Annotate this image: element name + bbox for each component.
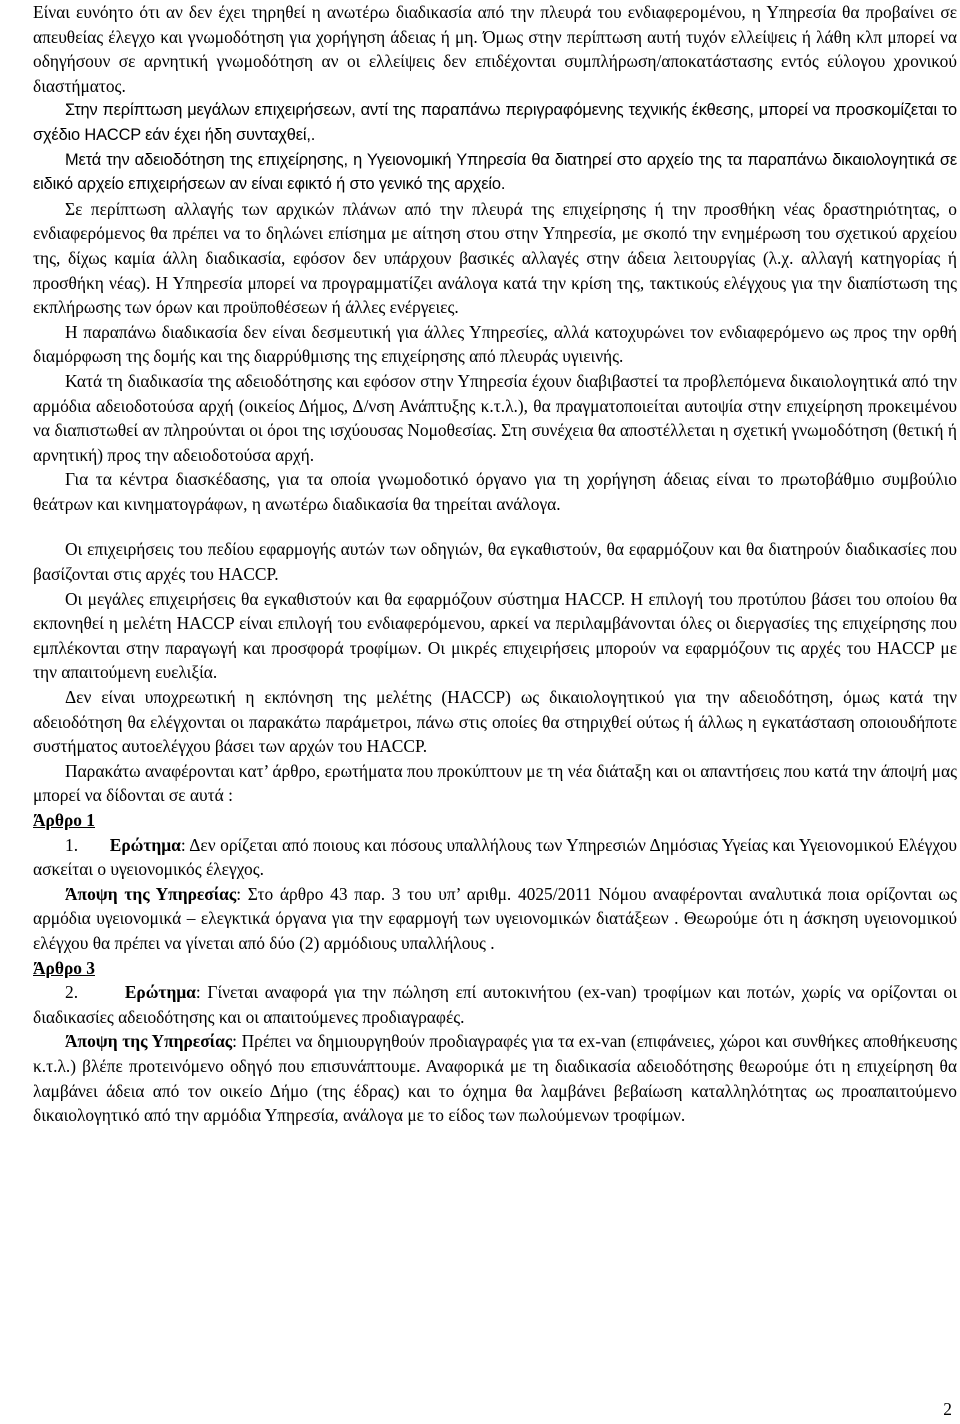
document-page bbox=[33, 0, 957, 1128]
page-number: 2 bbox=[943, 1399, 952, 1419]
question-label: Ερώτημα bbox=[109, 834, 181, 855]
question-number: 2. bbox=[65, 982, 79, 1003]
paragraph: Σε περίπτωση αλλαγής των αρχικών πλάνων από την πλευρά της επιχείρησης ή την προσθήκη νέας δραστηριότητας, ο ενδιαφερόμενος θα πρέπει να το δηλώνει επίσημα με αίτηση στου στην Υπηρεσία, με σκοπό την ενημέρωση του σχετικού αρχείου της, δίχως καμία άλλη διαδικασία, εφόσον δεν υπάρχουν βασικές αλλαγές στην άδεια λειτουργίας (λ.χ. αλλαγή κατηγορίας ή προσθήκη νέας). Η Υπηρεσία μπορεί να προγραμματίζει ανάλογα κατά την κρίση της, τακτικούς ελέγχους για την διαπίστωση της εκπλήρωσης των όρων και προϋποθέσεων ή άλλες ενέργειες. bbox=[33, 198, 957, 318]
paragraph: Κατά τη διαδικασία της αδειοδότησης και εφόσον στην Υπηρεσία έχουν διαβιβαστεί τα προβλεπόμενα δικαιολογητικά από την αρμόδια αδειοδοτούσα αρχή (οικείος Δήμος, Δ/νση Ανάπτυξης κ.τ.λ.), θα πραγματοποιείται αυτοψία στην επιχείρηση προκειμένου να διαπιστωθεί αν πληρούνται οι όροι της ισχύουσας Νομοθεσίας. Στη συνέχεια θα αποστέλλεται η σχετική γνωμοδότηση (θετική ή αρνητική) προς την αδειοδοτούσα αρχή. bbox=[33, 370, 957, 465]
answer-text: : Πρέπει να δημιουργηθούν προδιαγραφές για τα ex-van (επιφάνειες, χώροι και συνθήκες αποθήκευσης κ.τ.λ.) βλέπε προτεινόμενο οδηγό που επισυνάπτουμε. Αναφορικά με τη διαδικασία αδειοδότησης θεωρούμε ότι η επιχείρηση θα λαμβάνει άδεια από τον οικείο Δήμο (της έδρας) και το όχημα θα λαμβάνει βεβαίωση καταλληλότητας ως προαπαιτούμενο δικαιολογητικό από την αρμόδια Υπηρεσία, ανάλογα με το είδος των πωλούμενων τροφίμων. bbox=[33, 1031, 957, 1126]
article-heading: Άρθρο 1 bbox=[33, 810, 95, 830]
answer-paragraph bbox=[33, 882, 957, 956]
answer-paragraph bbox=[33, 1029, 957, 1127]
question-label: Ερώτημα bbox=[124, 982, 196, 1003]
question-text: : Γίνεται αναφορά για την πώληση επί αυτοκινήτου (ex-van) τροφίμων και ποτών, χωρίς να ορίζονται οι διαδικασίες αδειοδότησης και οι απαιτούμενες προδιαγραφές. bbox=[33, 982, 958, 1027]
question-number: 1. bbox=[65, 834, 79, 855]
article-heading: Άρθρο 3 bbox=[33, 957, 95, 978]
paragraph: Παρακάτω αναφέρονται κατ’ άρθρο, ερωτήματα που προκύπτουν με τη νέα διάταξη και οι απαντήσεις που κατά την άποψή μας μπορεί να δίδονται σε αυτά : bbox=[33, 760, 957, 806]
question-text: : Δεν ορίζεται από ποιους και πόσους υπαλλήλους των Υπηρεσιών Δημόσιας Υγείας και Υγειονομικού Ελέγχου ασκείται ο υγειονομικός έλεγχος. bbox=[33, 834, 958, 880]
paragraph: Οι μεγάλες επιχειρήσεις θα εγκαθιστούν και θα εφαρμόζουν σύστημα HACCP. Η επιλογή του προτύπου βάσει του οποίου θα εκπονηθεί η μελέτη HACCP είναι επιλογή του ενδιαφερόμενου, αρκεί να περιλαμβάνονται όλες οι διεργασίες της επιχείρησης που εμπλέκονται στην παραγωγή και προσφορά τροφίμων. Οι μικρές επιχειρήσεις μπορούν να εφαρμόζουν τις αρχές του HACCP με την απαιτούμενη ευελιξία. bbox=[33, 588, 957, 683]
answer-text: : Στο άρθρο 43 παρ. 3 του υπ’ αριθμ. 4025/2011 Νόμου αναφέρονται αναλυτικά ποια ορίζονται ως αρμόδια υγειονομικά – ελεγκτικά όργανα για την εφαρμογή των υγειονομικών διατάξεων . Θεωρούμε ότι η άσκηση υγειονομικού ελέγχου θα πρέπει να γίνεται από δύο (2) αρμόδιους υπαλλήλους . bbox=[33, 883, 957, 953]
answer-label: Άποψη της Υπηρεσίας bbox=[65, 883, 237, 904]
spacer bbox=[33, 516, 957, 537]
paragraph: Μετά την αδειοδότηση της επιχείρησης, η Υγειονομική Υπηρεσία θα διατηρεί στο αρχείο της τα παραπάνω δικαιολογητικά σε ειδικό αρχείο επιχειρήσεων αν είναι εφικτό ή στο γενικό της αρχείο. bbox=[33, 150, 957, 194]
paragraph: Στην περίπτωση μεγάλων επιχειρήσεων, αντί της παραπάνω περιγραφόμενης τεχνικής έκθεσης, μπορεί να προσκομίζεται το σχέδιο HACCP εάν έχει ήδη συνταχθεί,. bbox=[33, 101, 957, 144]
answer-label: Άποψη της Υπηρεσίας bbox=[65, 1031, 233, 1052]
paragraph: Είναι ευνόητο ότι αν δεν έχει τηρηθεί η ανωτέρω διαδικασία από την πλευρά του ενδιαφερομένου, η Υπηρεσία θα προβαίνει σε απευθείας έλεγχο και γνωμοδότηση για χορήγηση άδειας ή μη. Όμως στην περίπτωση αυτή τυχόν ελλείψεις ή λάθη κλπ μπορεί να οδηγήσουν σε αρνητική γνωμοδότηση αν οι ελλείψεις δεν επιδέχονται συμπλήρωση/αποκατάστασης εντός εύλογου χρονικού διαστήματος. bbox=[33, 2, 957, 96]
article-section bbox=[33, 808, 957, 956]
article-section bbox=[33, 956, 957, 1128]
paragraph: Για τα κέντρα διασκέδασης, για τα οποία γνωμοδοτικό όργανο για τη χορήγηση άδειας είναι το πρωτοβάθμιο συμβούλιο θεάτρων και κινηματογράφων, η ανωτέρω διαδικασία θα τηρείται ανάλογα. bbox=[33, 469, 957, 514]
paragraph: Οι επιχειρήσεις του πεδίου εφαρμογής αυτών των οδηγιών, θα εγκαθιστούν, θα εφαρμόζουν και θα διατηρούν διαδικασίες που βασίζονται στις αρχές του HACCP. bbox=[33, 539, 957, 585]
paragraph: Η παραπάνω διαδικασία δεν είναι δεσμευτική για άλλες Υπηρεσίες, αλλά κατοχυρώνει τον ενδιαφερόμενο ως προς την ορθή διαμόρφωση της δομής και της διαρρύθμισης της επιχείρησης από πλευράς υγιεινής. bbox=[33, 321, 957, 367]
paragraph: Δεν είναι υποχρεωτική η εκπόνηση της μελέτης (HACCP) ως δικαιολογητικού για την αδειοδότηση, όμως κατά την αδειοδότηση θα ελέγχονται οι παρακάτω παράμετροι, πάνω στις οποίες θα στηριχθεί ούτως ή άλλως η εγκατάσταση οποιουδήποτε συστήματος αυτοελέγχου βάσει των αρχών του HACCP. bbox=[33, 687, 957, 757]
question-paragraph bbox=[33, 980, 957, 1029]
question-paragraph bbox=[33, 833, 957, 882]
